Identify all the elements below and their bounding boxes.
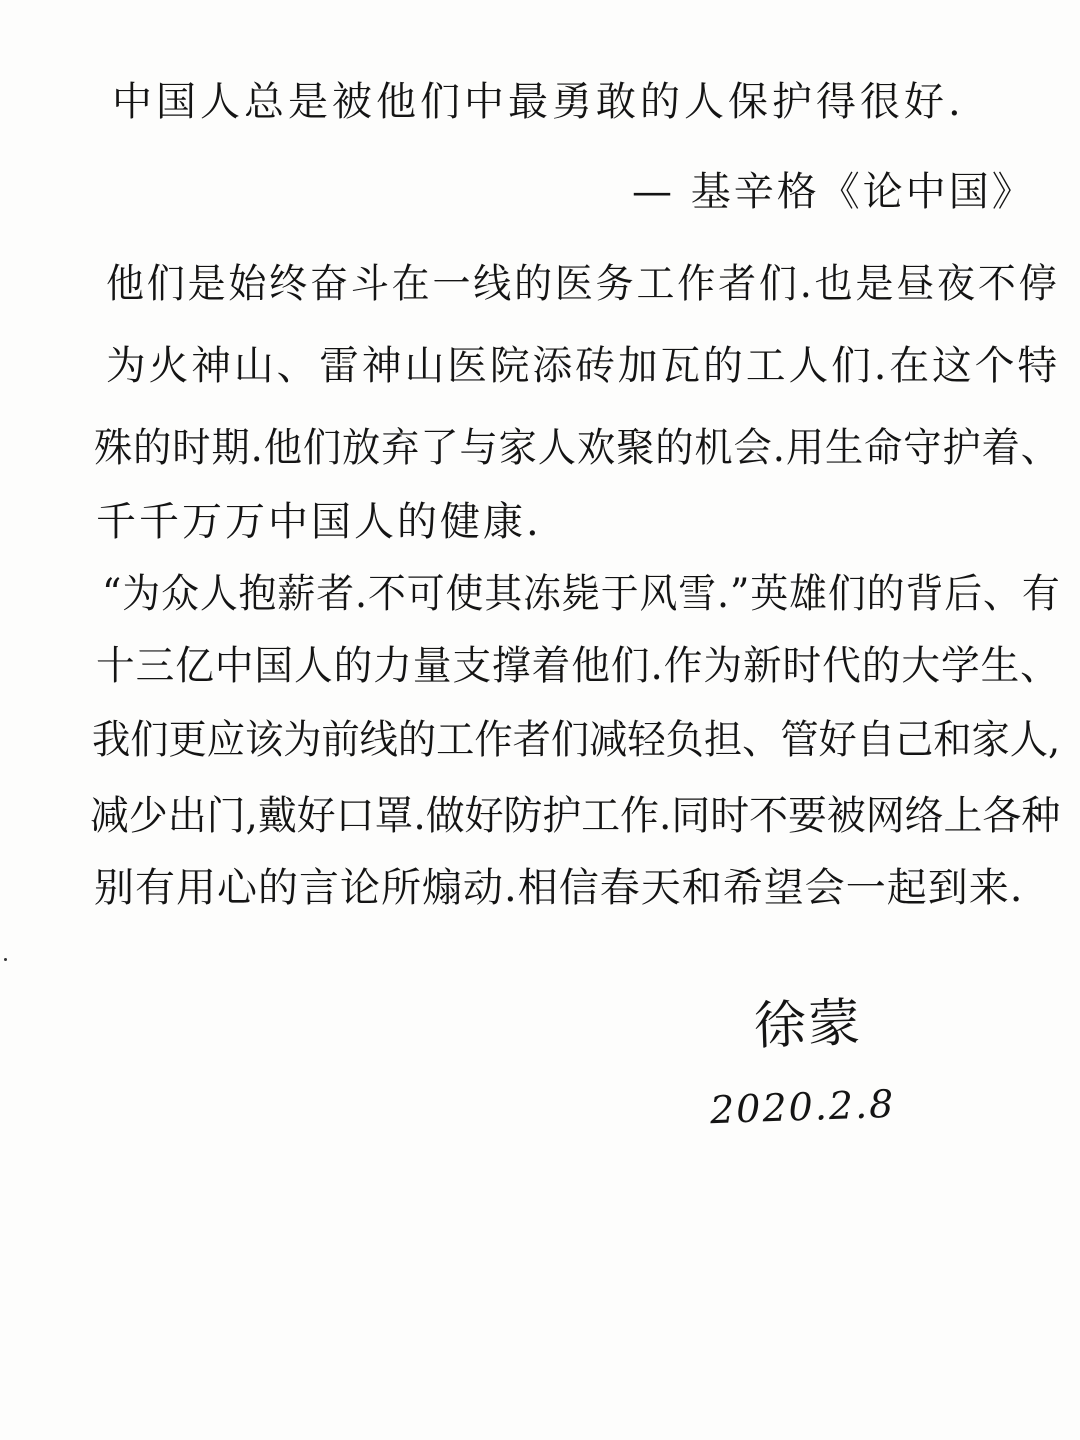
quote-attribution: — 基辛格《论中国》 [632, 169, 1035, 215]
body-line: 十三亿中国人的力量支撑着他们.作为新时代的大学生、 [96, 643, 1060, 689]
body-line: “为众人抱薪者.不可使其冻毙于风雪.”英雄们的背后、有 [102, 571, 1061, 617]
body-line: 减少出门,戴好口罩.做好防护工作.同时不要被网络上各种 [90, 793, 1061, 839]
quote-text: 中国人总是被他们中最勇敢的人保护得很好. [112, 79, 965, 125]
signature-name: 徐蒙 [752, 993, 864, 1057]
body-line: 殊的时期.他们放弃了与家人欢聚的机会.用生命守护着、 [94, 425, 1060, 471]
body-line: 他们是始终奋斗在一线的医务工作者们.也是昼夜不停 [106, 261, 1060, 307]
signature-date: 2020.2.8 [709, 1081, 896, 1133]
body-line: 为火神山、雷神山医院添砖加瓦的工人们.在这个特 [106, 343, 1061, 389]
paper-speck [4, 958, 7, 961]
body-line: 千千万万中国人的健康. [96, 499, 542, 545]
body-line: 我们更应该为前线的工作者们减轻负担、管好自己和家人, [92, 717, 1061, 763]
body-line: 别有用心的言论所煽动.相信春天和希望会一起到来. [94, 865, 1024, 911]
